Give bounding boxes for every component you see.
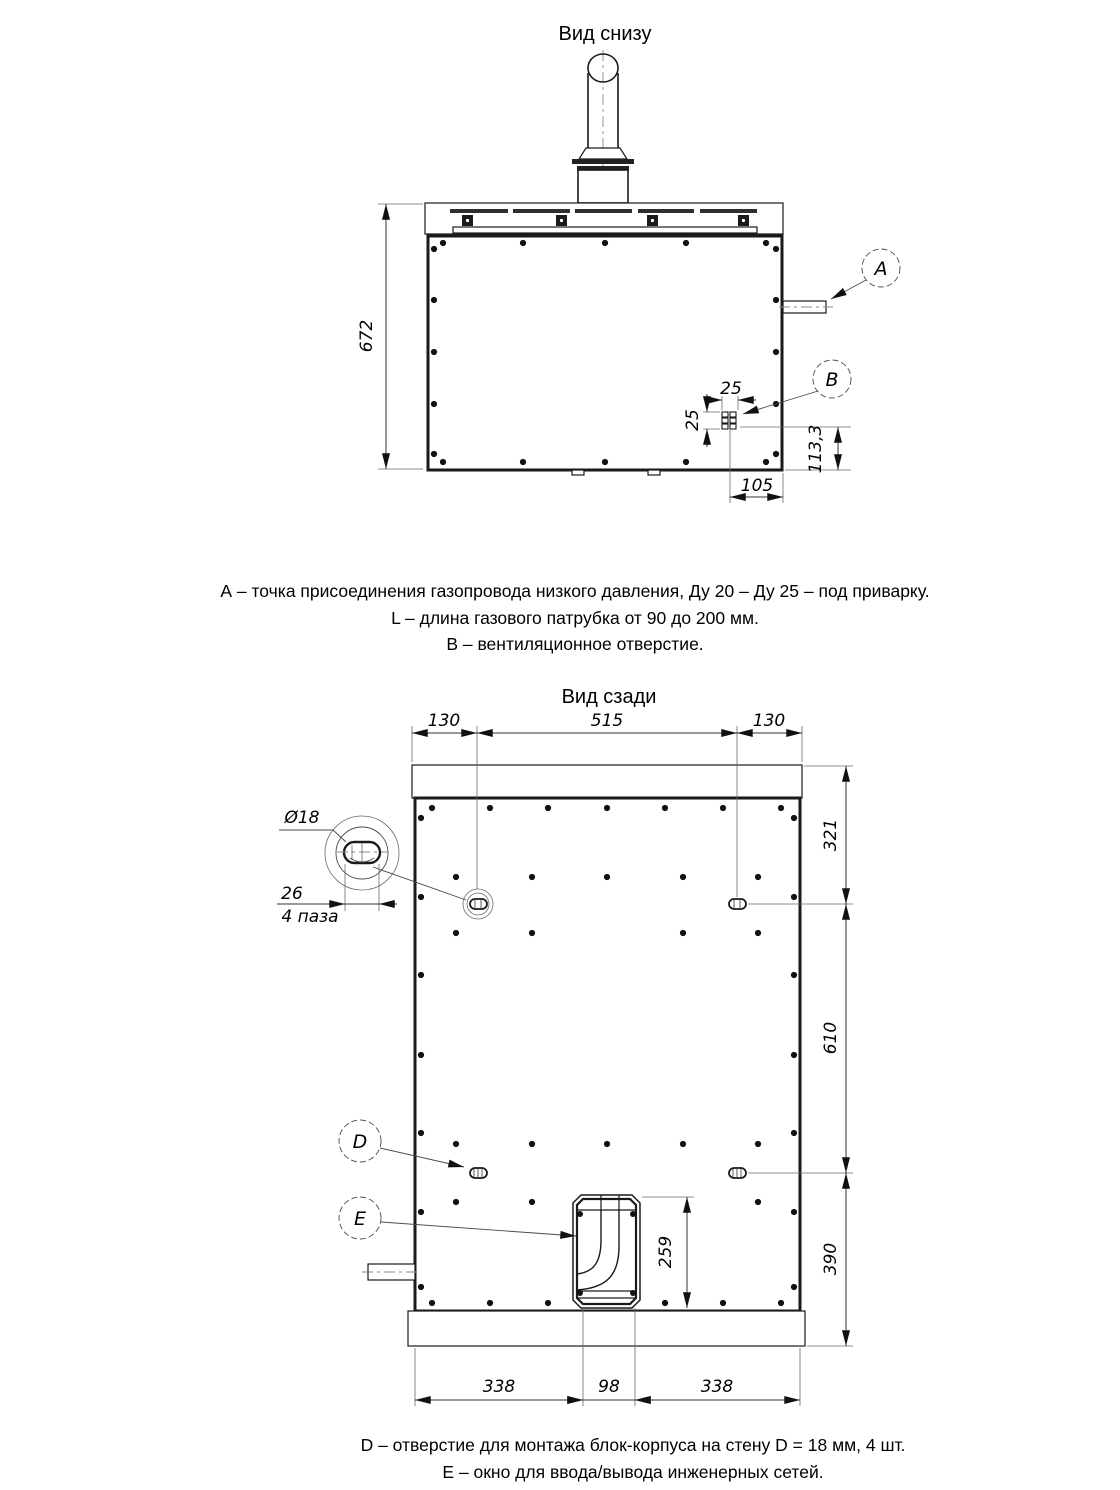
flange-plate-upper bbox=[572, 159, 634, 164]
note-l: L – длина газового патрубка от 90 до 200 мм. bbox=[391, 608, 759, 628]
rear-base-strip bbox=[408, 1311, 805, 1346]
note-a: А – точка присоединения газопровода низкого давления, Ду 20 – Ду 25 – под приварку. bbox=[220, 581, 930, 601]
slot-diameter-label: Ø18 bbox=[284, 808, 320, 828]
pipe-base bbox=[578, 170, 628, 203]
bottom-panel bbox=[428, 236, 782, 470]
dim-338-right-label: 338 bbox=[700, 1377, 734, 1397]
dim-130-left-label: 130 bbox=[427, 711, 461, 731]
callout-d-label: D bbox=[352, 1131, 368, 1153]
dim-515-label: 515 bbox=[590, 711, 624, 731]
dim-98-label: 98 bbox=[598, 1377, 620, 1397]
notes-top bbox=[220, 581, 929, 654]
hinge-strip bbox=[453, 227, 757, 233]
foot-tab-left bbox=[572, 470, 584, 475]
note-e: E – окно для ввода/вывода инженерных сетей. bbox=[442, 1462, 824, 1482]
dim-259-label: 259 bbox=[656, 1235, 676, 1269]
foot-tab-right bbox=[648, 470, 660, 475]
callout-b-label: B bbox=[825, 369, 839, 391]
dim-vent-25h-label: 25 bbox=[683, 409, 703, 431]
chimney-pipe bbox=[572, 50, 634, 206]
dim-vent-25w-label: 25 bbox=[720, 379, 742, 399]
slot-count-label: 4 паза bbox=[281, 907, 339, 927]
callout-a bbox=[831, 249, 900, 299]
dim-672 bbox=[357, 204, 423, 469]
dim-105-label: 105 bbox=[740, 476, 774, 496]
rear-gas-stub bbox=[362, 1264, 421, 1280]
dim-672-label: 672 bbox=[357, 319, 377, 353]
pipe-flange-cone bbox=[579, 148, 627, 159]
callout-e-label: E bbox=[353, 1208, 367, 1230]
note-b: В – вентиляционное отверстие. bbox=[446, 634, 704, 654]
gas-stub bbox=[779, 301, 833, 313]
dim-610-label: 610 bbox=[821, 1021, 841, 1055]
top-view-title: Вид снизу bbox=[558, 23, 652, 45]
rear-view-enclosure bbox=[408, 765, 805, 1346]
dim-390-label: 390 bbox=[821, 1242, 841, 1276]
dim-113-3-label: 113,3 bbox=[806, 424, 826, 474]
dim-321-label: 321 bbox=[821, 818, 841, 852]
vent-slot-bars bbox=[450, 209, 757, 213]
dim-130-right-label: 130 bbox=[752, 711, 786, 731]
notes-bottom bbox=[361, 1435, 906, 1482]
rear-view-title: Вид сзади bbox=[561, 686, 657, 708]
dim-26 bbox=[277, 864, 397, 927]
note-d: D – отверстие для монтажа блок-корпуса на стену D = 18 мм, 4 шт. bbox=[360, 1435, 906, 1455]
rear-cap-strip bbox=[412, 765, 802, 798]
dim-26-label: 26 bbox=[281, 884, 303, 904]
callout-a-label: A bbox=[874, 258, 888, 280]
top-view-enclosure bbox=[425, 203, 783, 475]
dim-338-left-label: 338 bbox=[482, 1377, 516, 1397]
